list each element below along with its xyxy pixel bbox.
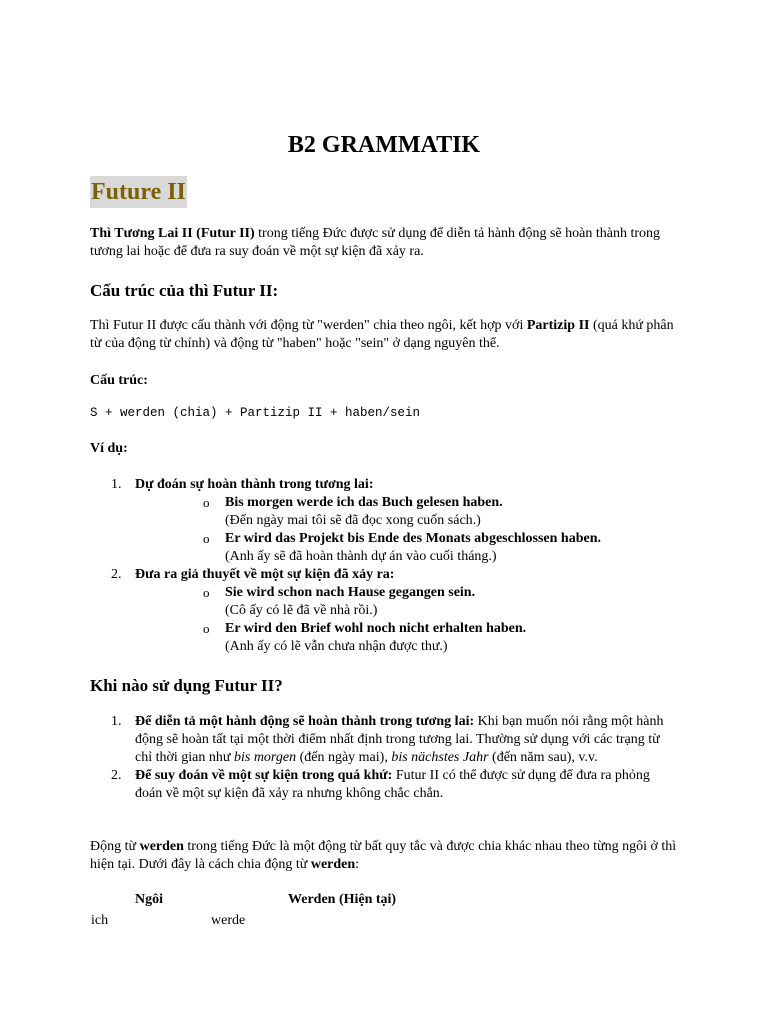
usage-heading: Khi nào sử dụng Futur II? — [90, 676, 283, 695]
werden-text: Động từ — [90, 839, 140, 854]
example-heading: Dự đoán sự hoàn thành trong tương lai: — [135, 477, 374, 492]
usage-term: Để suy đoán về một sự kiện trong quá khứ: — [135, 768, 393, 783]
usage-text: (đến năm sau), v.v. — [488, 750, 598, 765]
vietnamese-translation: (Cô ấy có lẽ đã về nhà rồi.) — [225, 603, 378, 618]
werden-term: werden — [139, 839, 184, 854]
german-example: Bis morgen werde ich das Buch gelesen haben. — [225, 495, 503, 510]
circle-bullet-icon: o — [203, 585, 210, 600]
vietnamese-translation: (Đến ngày mai tôi sẽ đã đọc xong cuốn sách.) — [225, 513, 481, 528]
table-header-werden: Werden (Hiện tại) — [288, 892, 397, 907]
usage-example-italic: bis nächstes Jahr — [391, 750, 489, 765]
sub-list-item — [135, 494, 680, 530]
structure-paragraph — [90, 317, 680, 353]
usage-text: (đến ngày mai), — [296, 750, 392, 765]
structure-term: Partizip II — [526, 318, 590, 333]
usage-term: Để diễn tả một hành động sẽ hoàn thành trong tương lai: — [135, 714, 475, 729]
structure-formula: S + werden (chia) + Partizip II + haben/sein — [90, 406, 421, 420]
list-number: 1. — [111, 477, 122, 492]
german-example: Sie wird schon nach Hause gegangen sein. — [225, 585, 476, 600]
sub-list-item — [135, 530, 680, 566]
list-item — [90, 476, 680, 566]
vietnamese-translation: (Anh ấy sẽ đã hoàn thành dự án vào cuối tháng.) — [225, 549, 497, 564]
list-number: 2. — [111, 768, 122, 783]
structure-heading: Cấu trúc của thì Futur II: — [90, 281, 279, 300]
list-item — [90, 767, 680, 803]
usage-example-italic: bis morgen — [233, 750, 297, 765]
table-header-person: Ngôi — [135, 892, 163, 907]
intro-term: Thì Tương Lai II (Futur II) — [90, 226, 255, 241]
section-heading-highlighted: Future II — [90, 176, 187, 208]
circle-bullet-icon: o — [203, 531, 210, 546]
examples-label: Ví dụ: — [90, 441, 128, 456]
list-number: 2. — [111, 567, 122, 582]
circle-bullet-icon: o — [203, 495, 210, 510]
werden-text: trong tiếng Đức là một động từ bất quy tắc và được chia khác nhau theo từng ngôi ở thì hiện tại. Dưới đây là cách chia động từ — [90, 839, 677, 872]
usage-list — [90, 713, 680, 803]
german-example: Er wird das Projekt bis Ende des Monats abgeschlossen haben. — [225, 531, 601, 546]
structure-text-b: (quá khứ phân từ của động từ chính) và động từ "haben" hoặc "sein" ở dạng nguyên thể. — [90, 318, 674, 351]
examples-list — [90, 476, 680, 656]
structure-label: Cấu trúc: — [90, 373, 148, 388]
circle-bullet-icon: o — [203, 621, 210, 636]
intro-text: trong tiếng Đức được sử dụng để diễn tả hành động sẽ hoàn thành trong tương lai hoặc để đưa ra suy đoán về một sự kiện đã xảy ra. — [90, 226, 661, 259]
table-cell-person: ich — [91, 913, 109, 928]
list-number: 1. — [111, 714, 122, 729]
usage-text: Khi bạn muốn nói rằng một hành động sẽ hoàn tất tại một thời điểm nhất định trong tương lai. Thường sử dụng với các trạng từ chỉ thời gian như — [135, 714, 664, 765]
german-example: Er wird den Brief wohl noch nicht erhalten haben. — [225, 621, 527, 636]
table-cell-form: werde — [211, 913, 246, 928]
vietnamese-translation: (Anh ấy có lẽ vẫn chưa nhận được thư.) — [225, 639, 448, 654]
werden-text: : — [355, 857, 360, 872]
sub-list-item — [135, 620, 680, 656]
structure-text-a: Thì Futur II được cấu thành với động từ "werden" chia theo ngôi, kết hợp với — [90, 318, 527, 333]
usage-text: Futur II có thể được sử dụng để đưa ra phỏng đoán về một sự kiện đã xảy ra nhưng không chắc chắn. — [135, 768, 650, 801]
list-item — [90, 713, 680, 767]
werden-term: werden — [310, 857, 356, 872]
sub-list-item — [135, 584, 680, 620]
werden-paragraph — [90, 838, 680, 874]
intro-paragraph — [90, 225, 680, 261]
document-title: B2 GRAMMATIK — [287, 132, 481, 158]
list-item — [90, 566, 680, 656]
example-heading: Đưa ra giả thuyết về một sự kiện đã xảy ra: — [135, 567, 395, 582]
